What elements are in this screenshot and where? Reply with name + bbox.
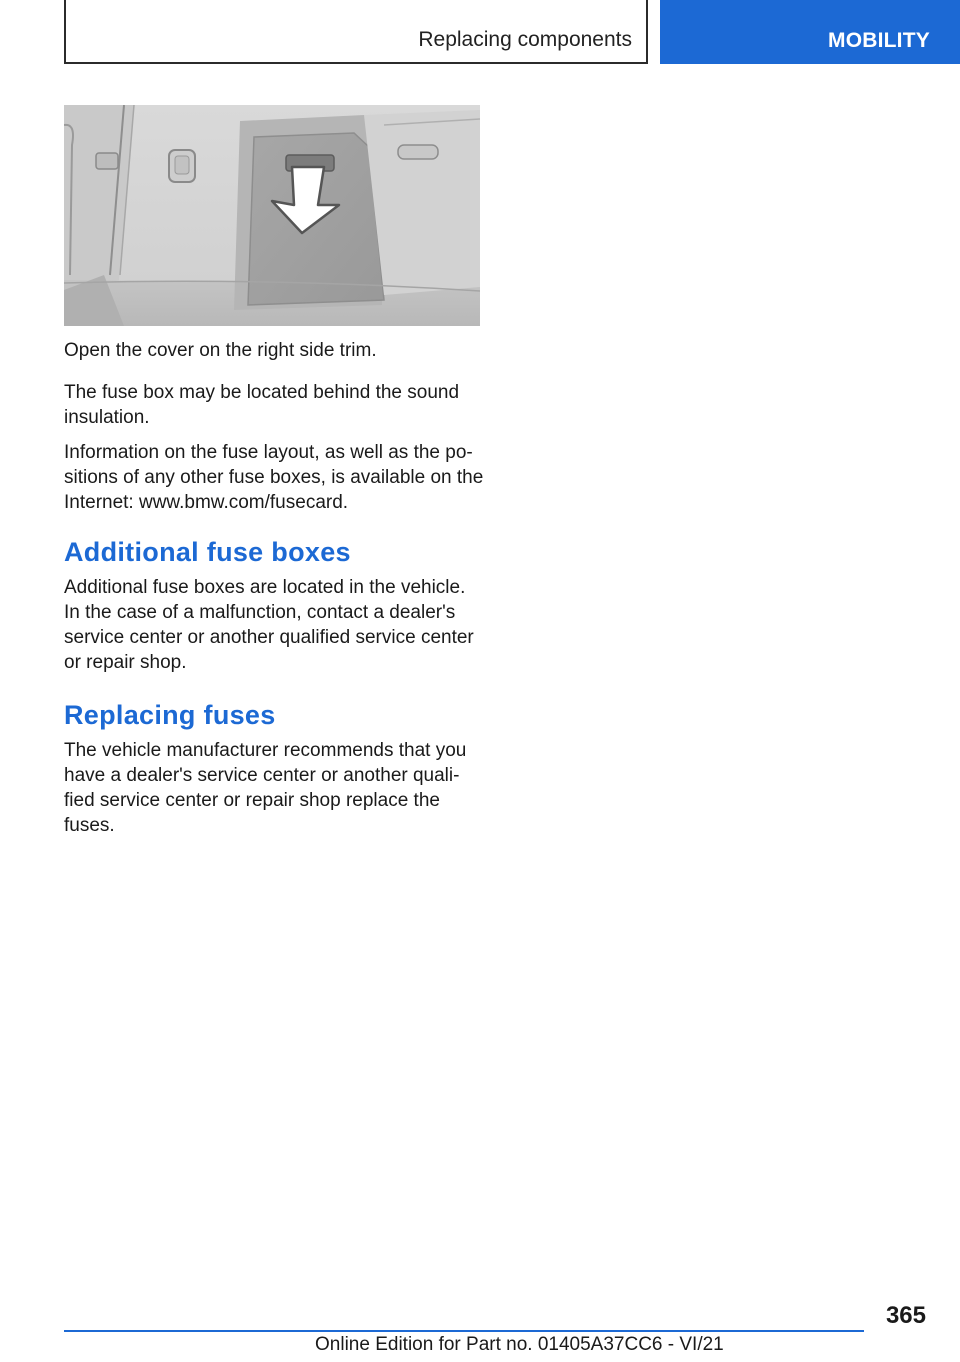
para-line: fuses. [64, 815, 115, 836]
trunk-side-trim-figure [64, 105, 480, 326]
para-line: Information on the fuse layout, as well as the po‐ [64, 442, 473, 463]
heading-additional-fuse-boxes: Additional fuse boxes [64, 537, 351, 567]
chapter-tab-label: MOBILITY [828, 29, 930, 52]
figure-caption: Open the cover on the right side trim. [64, 340, 377, 361]
para-line: Internet: www.bmw.com/fusecard. [64, 492, 349, 513]
header-box [64, 0, 648, 64]
heading-replacing-fuses: Replacing fuses [64, 700, 276, 730]
para-line: The fuse box may be located behind the sound [64, 382, 460, 403]
para-line: or repair shop. [64, 652, 187, 673]
para-line: In the case of a malfunction, contact a dealer's [64, 602, 456, 623]
para-line: have a dealer's service center or another quali‐ [64, 765, 460, 786]
footer-divider [64, 1330, 864, 1332]
para-line: service center or another qualified service center [64, 627, 474, 648]
para-line: sitions of any other fuse boxes, is available on the [64, 467, 484, 488]
section-title: Replacing components [418, 28, 632, 51]
chapter-tab[interactable] [660, 0, 960, 64]
para-line: The vehicle manufacturer recommends that you [64, 740, 467, 761]
para-line: Additional fuse boxes are located in the vehicle. [64, 577, 466, 598]
footer-edition: Online Edition for Part no. 01405A37CC6 - VI/21 [315, 1334, 724, 1355]
para-line: insulation. [64, 407, 150, 428]
page-number: 365 [885, 1302, 926, 1329]
para-line: fied service center or repair shop replace the [64, 790, 440, 811]
